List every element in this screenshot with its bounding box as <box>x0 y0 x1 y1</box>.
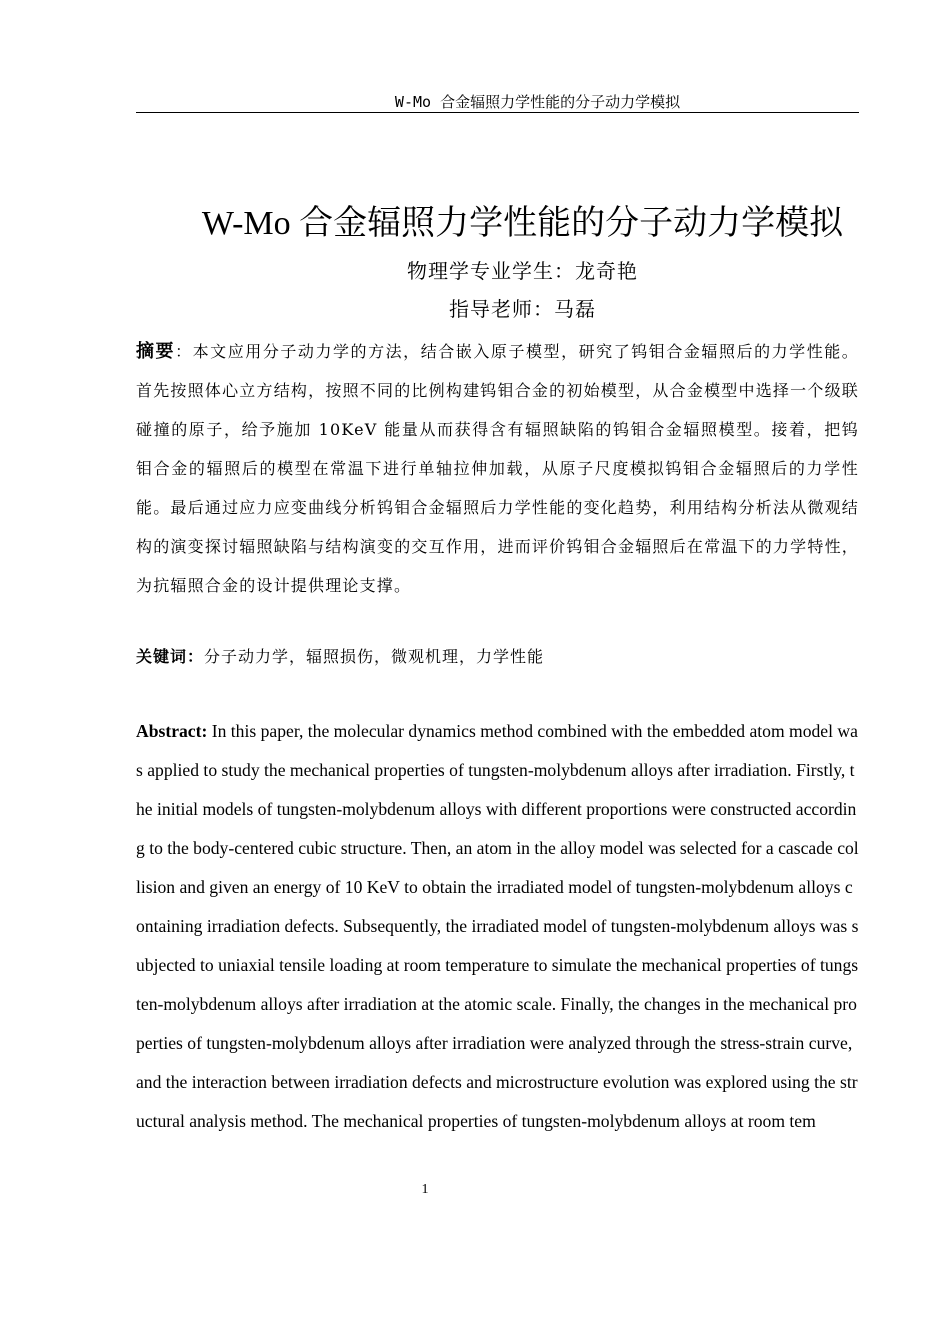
page-number: 1 <box>421 1182 429 1197</box>
english-abstract-text: In this paper, the molecular dynamics method combined with the embedded atom model was applied to study the mechanical properties of tungsten-molybdenum alloys after irradiation. Firstly, the initial models of tungsten-molybdenum alloys with different proportions were constructed according to the body-centered cubic structure. Then, an atom in the alloy model was selected for a cascade collision and given an energy of 10 KeV to obtain the irradiated model of tungsten-molybdenum alloys containing irradiation defects. Subsequently, the irradiated model of tungsten-molybdenum alloys was subjected to uniaxial tensile loading at room temperature to simulate the mechanical properties of tungsten-molybdenum alloys after irradiation at the atomic scale. Finally, the changes in the mechanical properties of tungsten-molybdenum alloys after irradiation were analyzed through the stress-strain curve, and the interaction between irradiation defects and microstructure evolution was explored using the structural analysis method. The mechanical properties of tungsten-molybdenum alloys at room tem <box>136 721 859 1131</box>
english-abstract <box>136 712 859 1141</box>
header-rule <box>136 112 859 113</box>
student-line: 物理学专业学生：龙奇艳 <box>407 259 638 283</box>
page-title: W-Mo 合金辐照力学性能的分子动力学模拟 <box>201 205 844 242</box>
chinese-abstract-text: ：本文应用分子动力学的方法，结合嵌入原子模型，研究了钨钼合金辐照后的力学性能。首先按照体心立方结构，按照不同的比例构建钨钼合金的初始模型，从合金模型中选择一个级联碰撞的原子，给予施加 10KeV 能量从而获得含有辐照缺陷的钨钼合金辐照模型。接着，把钨钼合金的辐照后的模型在常温下进行单轴拉伸加载，从原子尺度模拟钨钼合金辐照后的力学性能。最后通过应力应变曲线分析钨钼合金辐照后力学性能的变化趋势，利用结构分析法从微观结构的演变探讨辐照缺陷与结构演变的交互作用，进而评价钨钼合金辐照后在常温下的力学特性，为抗辐照合金的设计提供理论支撑。 <box>136 342 859 595</box>
keywords-text: 分子动力学，辐照损伤，微观机理，力学性能 <box>204 647 545 666</box>
running-header: W-Mo 合金辐照力学性能的分子动力学模拟 <box>394 93 681 111</box>
english-abstract-label: Abstract: <box>136 721 208 741</box>
chinese-abstract <box>136 332 859 605</box>
keywords-label: 关键词： <box>136 647 205 666</box>
advisor-line: 指导老师：马磊 <box>449 297 596 321</box>
chinese-abstract-label: 摘要 <box>136 341 176 362</box>
chinese-keywords <box>136 642 859 672</box>
